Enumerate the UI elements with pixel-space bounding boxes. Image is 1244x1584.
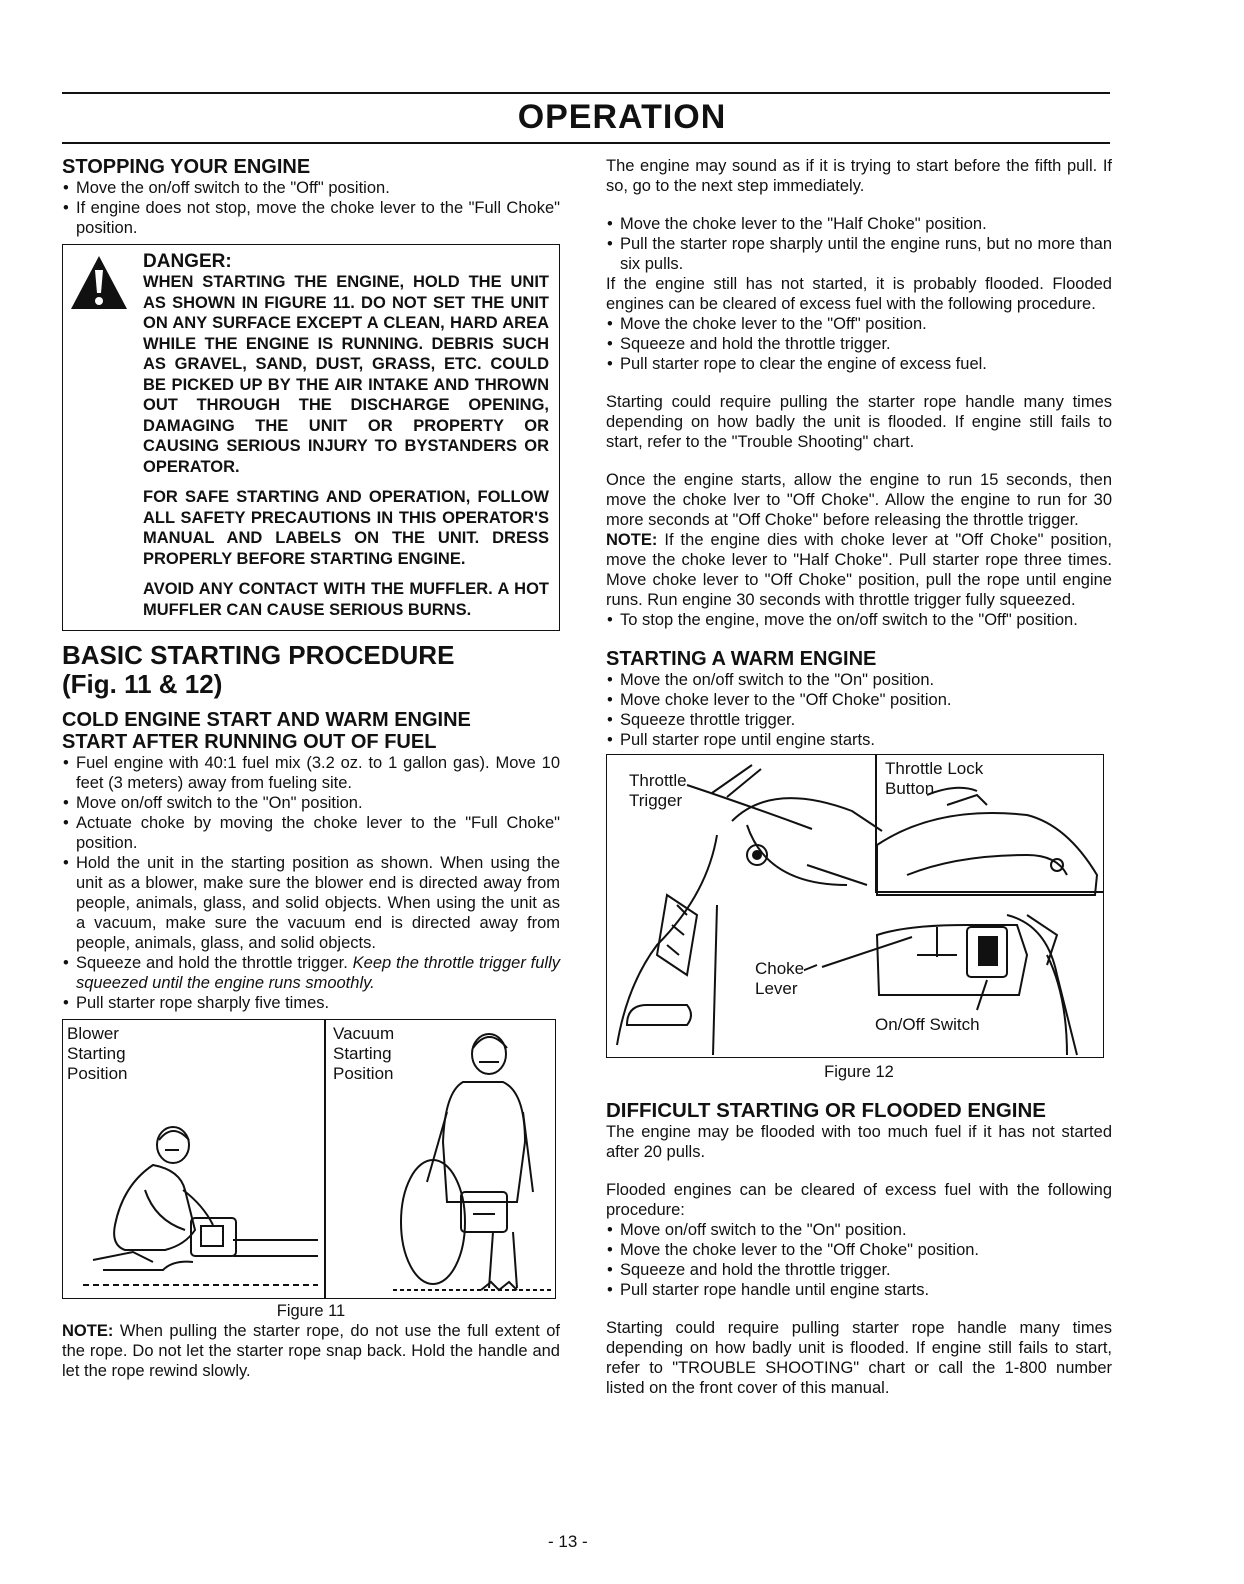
difficult-paragraph-3: Starting could require pulling starter rope handle many times depending on how badly unit is flooded. If engine still fails to start, refer to "TROUBLE SHOOTING" chart or call the 1-800 number listed on the front cover of this manual. [606, 1319, 1112, 1397]
intro-paragraph: The engine may sound as if it is trying to start before the fifth pull. If so, go to the next step immediately. [606, 157, 1112, 195]
list-item: • Squeeze and hold the throttle trigger. [606, 334, 1112, 354]
figure-11-divider [324, 1020, 326, 1298]
vacuum-label-line: Position [333, 1064, 394, 1083]
flooded-paragraph: If the engine still has not started, it is probably flooded. Flooded engines can be cleared of excess fuel with the following procedure. [606, 275, 1112, 313]
blower-label-line: Starting [67, 1044, 126, 1063]
blower-label-line: Blower [67, 1024, 119, 1043]
difficult-paragraph-2: Flooded engines can be cleared of excess fuel with the following procedure: [606, 1181, 1112, 1219]
danger-heading: DANGER: [143, 251, 232, 272]
difficult-starting-heading: DIFFICULT STARTING OR FLOODED ENGINE [606, 1099, 1046, 1122]
list-item: • Squeeze throttle trigger. [606, 710, 1112, 730]
stopping-list [62, 178, 560, 238]
list-item: • Move choke lever to the "Off Choke" position. [606, 690, 1112, 710]
note-text: If the engine dies with choke lever at "Off Choke" position, move the choke lever to "Half Choke". Pull starter rope three times. Move choke lever to "Off Choke" position, pull the rope until engine runs. Run engine 30 seconds with throttle trigger fully squeezed. [606, 531, 1112, 609]
list-item: • Pull starter rope to clear the engine of excess fuel. [606, 354, 1112, 374]
cold-start-heading: COLD ENGINE START AND WARM ENGINE [62, 709, 471, 731]
figure-12-caption: Figure 12 [824, 1063, 894, 1081]
list-item: • Move the choke lever to the "Off" position. [606, 314, 1112, 334]
warning-triangle-icon [69, 253, 129, 313]
throttle-trigger-label-line: Trigger [629, 791, 683, 810]
throttle-lock-label [885, 759, 983, 799]
blower-label-line: Position [67, 1064, 128, 1083]
left-column [62, 156, 560, 1381]
list-item: • Move the choke lever to the "Half Choke" position. [606, 214, 1112, 234]
throttle-step-emphasis: Keep the throttle trigger fully squeezed until the engine runs smoothly. [76, 954, 560, 992]
cold-start-list [62, 753, 560, 1013]
basic-heading: BASIC STARTING PROCEDURE [62, 640, 455, 670]
once-started-paragraph: Once the engine starts, allow the engine to run 15 seconds, then move the choke lver to "Off Choke". Allow the engine to run for 30 more seconds at "Off Choke" before releasing the throttle trigger. [606, 471, 1112, 529]
list-item: • Move on/off switch to the "On" position. [62, 793, 560, 813]
list-item: • If engine does not stop, move the choke lever to the "Full Choke" position. [62, 198, 560, 238]
list-item: • Move the on/off switch to the "On" position. [606, 670, 1112, 690]
list-item: • Pull starter rope sharply five times. [62, 993, 560, 1013]
throttle-trigger-label [629, 771, 687, 811]
vacuum-label [333, 1024, 394, 1084]
cold-start-heading-2: START AFTER RUNNING OUT OF FUEL [62, 731, 437, 753]
rope-note [62, 1321, 560, 1381]
choke-lever-label-line: Lever [755, 979, 798, 998]
list-item: • Move the on/off switch to the "Off" position. [62, 178, 560, 198]
stopping-heading: STOPPING YOUR ENGINE [62, 156, 311, 178]
throttle-lock-label-line: Button [885, 779, 935, 798]
throttle-trigger-label-line: Throttle [629, 771, 687, 790]
difficult-list [606, 1220, 1112, 1300]
title-rule [62, 142, 1110, 144]
throttle-lock-label-line: Throttle Lock [885, 759, 984, 778]
starting-paragraph: Starting could require pulling the starter rope handle many times depending on how badly the unit is flooded. If engine still fails to start, refer to the "Trouble Shooting" chart. [606, 393, 1112, 451]
choke-lever-label [755, 959, 804, 999]
figure-11 [62, 1019, 556, 1299]
list-item: • Move the choke lever to the "Off Choke" position. [606, 1240, 1112, 1260]
vacuum-label-line: Vacuum [333, 1024, 395, 1043]
vacuum-operator-illustration [393, 1022, 553, 1296]
list-item: • To stop the engine, move the on/off switch to the "Off" position. [606, 610, 1112, 630]
danger-box [62, 244, 560, 631]
page-number: - 13 - [548, 1532, 588, 1551]
note-label: NOTE: [606, 531, 658, 549]
list-item: • Pull starter rope handle until engine starts. [606, 1280, 1112, 1300]
choke-note [606, 530, 1112, 610]
danger-text-2: FOR SAFE STARTING AND OPERATION, FOLLOW ALL SAFETY PRECAUTIONS IN THIS OPERATOR'S MANUAL AND LABELS ON THE UNIT. DRESS PROPERLY BEFORE STARTING ENGINE. [143, 488, 549, 568]
choke-lever-label-line: Choke [755, 959, 805, 978]
danger-text-3: AVOID ANY CONTACT WITH THE MUFFLER. A HOT MUFFLER CAN CAUSE SERIOUS BURNS. [143, 580, 549, 619]
note-label: NOTE: [62, 1322, 114, 1340]
right-column [606, 156, 1112, 1398]
top-rule [62, 92, 1110, 94]
warm-engine-list [606, 670, 1112, 750]
vacuum-label-line: Starting [333, 1044, 392, 1063]
difficult-paragraph-1: The engine may be flooded with too much fuel if it has not started after 20 pulls. [606, 1123, 1112, 1161]
list-item: • Pull starter rope until engine starts. [606, 730, 1112, 750]
danger-text-1: WHEN STARTING THE ENGINE, HOLD THE UNIT AS SHOWN IN FIGURE 11. DO NOT SET THE UNIT ON ANY SURFACE EXCEPT A CLEAN, HARD AREA WHILE THE ENGINE IS RUNNING. DEBRIS SUCH AS GRAVEL, SAND, DUST, GRASS, ETC. COULD BE PICKED UP BY THE AIR INTAKE AND THROWN OUT THROUGH THE DISCHARGE OPENING, DAMAGING THE UNIT OR PROPERTY OR CAUSING SERIOUS INJURY TO BYSTANDERS OR OPERATOR. [143, 273, 549, 476]
list-item: • Fuel engine with 40:1 fuel mix (3.2 oz. to 1 gallon gas). Move 10 feet (3 meters) away from fueling site. [62, 753, 560, 793]
figure-11-caption: Figure 11 [276, 1302, 346, 1320]
blower-operator-illustration [83, 1120, 318, 1295]
list-item: • Pull the starter rope sharply until the engine runs, but no more than six pulls. [606, 234, 1112, 274]
stop-list [606, 610, 1112, 630]
list-item [62, 953, 560, 993]
warm-engine-heading: STARTING A WARM ENGINE [606, 648, 877, 670]
throttle-step: Squeeze and hold the throttle trigger. [76, 954, 353, 972]
basic-heading-figref: (Fig. 11 & 12) [62, 669, 223, 699]
page-title: OPERATION [517, 98, 727, 136]
list-item: • Actuate choke by moving the choke lever to the "Full Choke" position. [62, 813, 560, 853]
note-text: When pulling the starter rope, do not use the full extent of the rope. Do not let the starter rope snap back. Hold the handle and let the rope rewind slowly. [62, 1322, 560, 1380]
figure-12 [606, 754, 1104, 1058]
onoff-switch-label: On/Off Switch [875, 1015, 980, 1034]
list-item: • Squeeze and hold the throttle trigger. [606, 1260, 1112, 1280]
clear-fuel-list [606, 314, 1112, 374]
list-item: • Move on/off switch to the "On" position. [606, 1220, 1112, 1240]
list-item: • Hold the unit in the starting position as shown. When using the unit as a blower, make sure the blower end is directed away from people, animals, glass, and solid objects. When using the unit as a vacuum, make sure the vacuum end is directed away from people, animals, glass, and solid objects. [62, 853, 560, 953]
blower-label [67, 1024, 127, 1084]
half-choke-list [606, 214, 1112, 274]
